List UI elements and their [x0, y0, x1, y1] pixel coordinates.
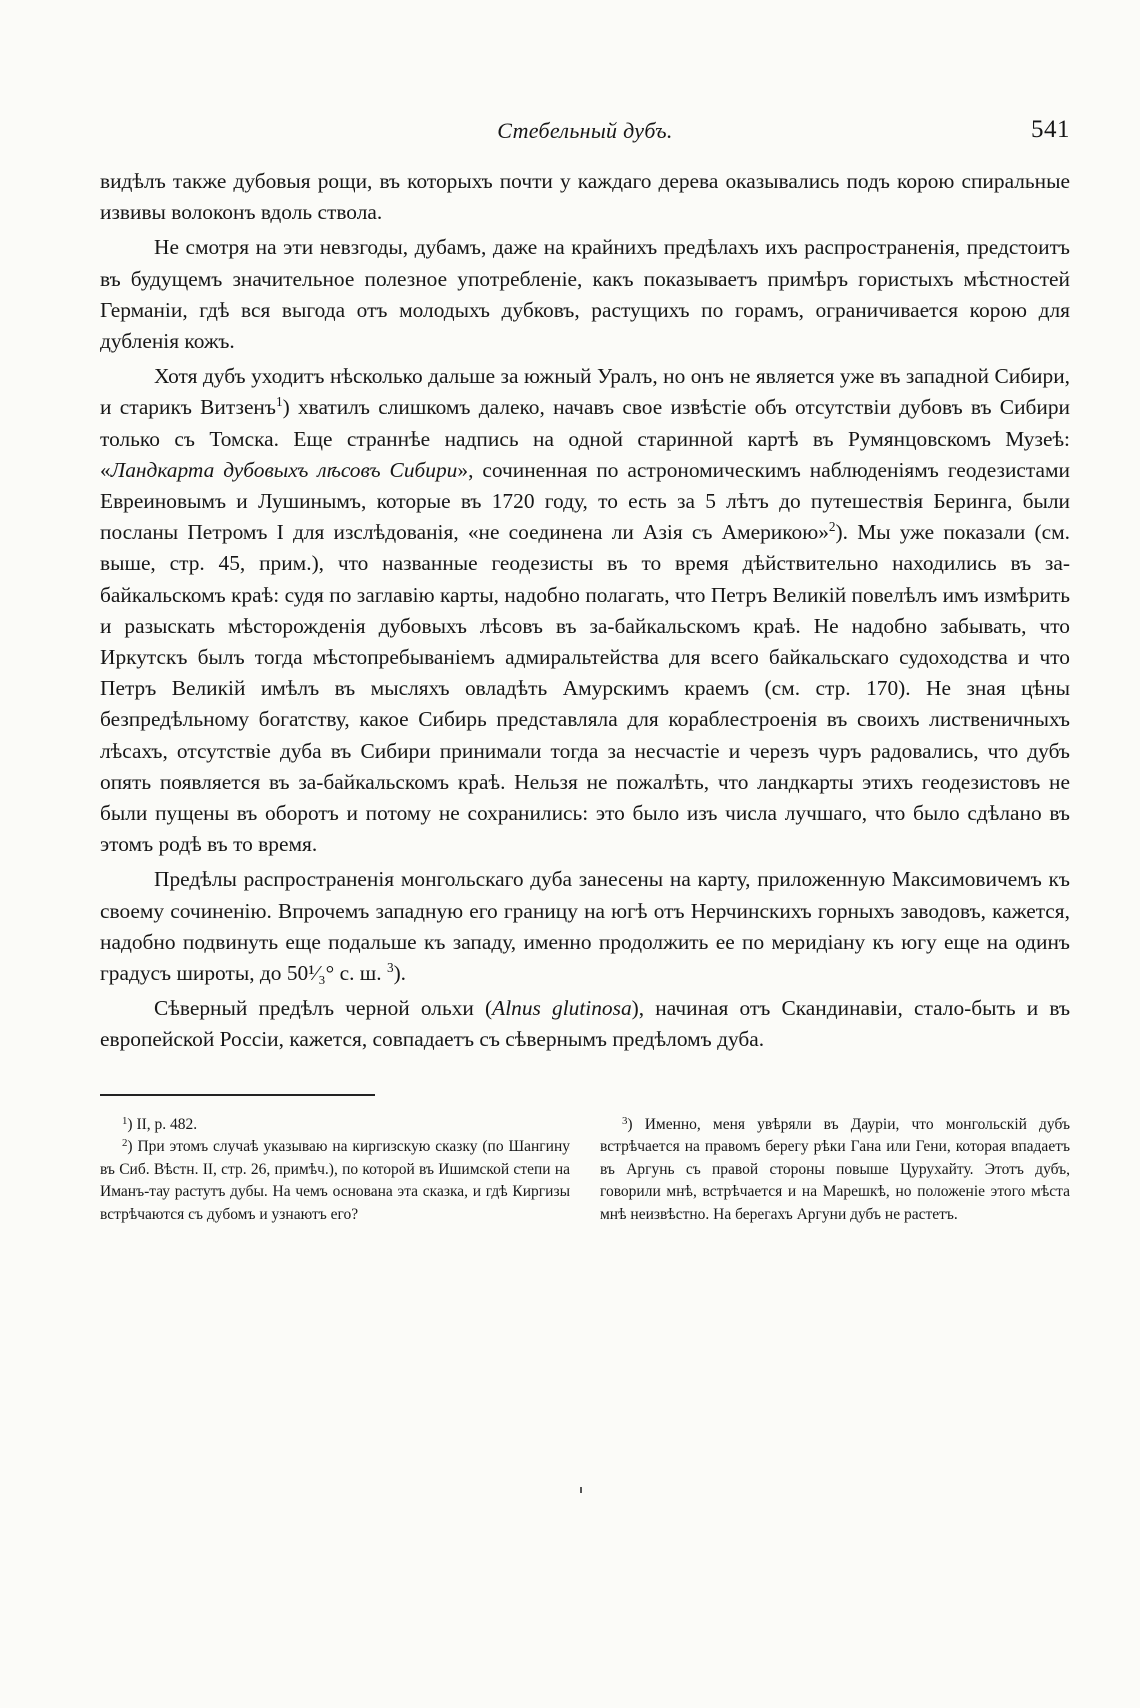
- paragraph-3-text-c: », сочиненная по астрономическимъ наблюденіямъ геодезистами Евреиновымъ и Лушинымъ, которые въ 1720 году, то есть за 5 лѣтъ до путешествія Беринга, были посланы Петромъ I для изслѣдованія, «не соединена ли Азія съ Америкою»: [100, 457, 1070, 545]
- footnotes: [100, 1114, 1070, 1227]
- running-head: [100, 118, 1070, 166]
- print-speck: [580, 1487, 582, 1493]
- paragraph-3-text-a: Хотя дубъ уходитъ нѣсколько дальше за южный Уралъ, но онъ не является уже въ западной Сибири, и старикъ Витзенъ: [100, 364, 1070, 420]
- footnote-divider: [100, 1094, 375, 1096]
- footnote-1-text: ) II, р. 482.: [127, 1115, 198, 1133]
- paragraph-5: [100, 993, 1070, 1055]
- footnotes-left-column: [100, 1114, 570, 1227]
- latin-species-name: Alnus glutinosa: [492, 996, 632, 1021]
- paragraph-4-text-a: Предѣлы распространенія монгольскаго дуба занесены на карту, приложенную Максимовичемъ къ своему сочиненію. Впрочемъ западную его границу на югѣ отъ Нерчинскихъ горныхъ заводовъ, кажется, надобно подвинуть еще подальше къ западу, именно продолжить ее по меридіану къ югу еще на одинъ градусъ широты, до 50: [100, 867, 1070, 986]
- paragraph-3-text-b: ) хватилъ слишкомъ далеко, начавъ свое извѣстіе объ отсутствіи дубовъ въ Сибири только съ Томска. Еще страннѣе надпись на одной старинной картѣ въ Румянцовскомъ Музеѣ: «: [100, 395, 1070, 482]
- footnote-ref-1: 1: [275, 394, 283, 410]
- paragraph-2: Не смотря на эти невзгоды, дубамъ, даже на крайнихъ предѣлахъ ихъ распространенія, предстоитъ въ будущемъ значительное полезное употребленіе, какъ показываетъ примѣръ гористыхъ мѣстностей Германіи, гдѣ вся выгода отъ молодыхъ дубковъ, растущихъ по горамъ, ограничивается корою для дубленія кожъ.: [100, 235, 1070, 354]
- paragraph-4: [100, 864, 1070, 989]
- footnote-2-mark: 2: [122, 1137, 128, 1150]
- footnote-ref-2: 2: [828, 519, 836, 535]
- paragraph-4-text-b: ° с. ш.: [325, 961, 387, 986]
- footnote-2: [100, 1136, 570, 1226]
- paragraph-1: видѣлъ также дубовыя рощи, въ которыхъ почти у каждаго дерева оказывались подъ корою спиральные извивы волоконъ вдоль ствола.: [100, 169, 1070, 225]
- latitude-fraction: ¹⁄₃: [308, 961, 326, 986]
- footnote-3: [600, 1114, 1070, 1227]
- footnote-ref-3: 3: [386, 960, 394, 976]
- paragraph-3: [100, 361, 1070, 860]
- body-text: [100, 166, 1070, 1056]
- paragraph-5-text-b: ), начиная отъ Скандинавіи, стало-быть и въ европейской Россіи, кажется, совпадаетъ съ сѣвернымъ предѣломъ дуба.: [100, 996, 1071, 1052]
- footnotes-right-column: [600, 1114, 1070, 1227]
- page-number: 541: [1031, 116, 1070, 143]
- map-title-italic: Ландкарта дубовыхъ лѣсовъ Сибири: [110, 457, 458, 482]
- footnote-3-mark: 3: [622, 1114, 628, 1127]
- running-title: Стебельный дубъ.: [497, 118, 673, 143]
- footnote-2-text: ) При этомъ случаѣ указываю на киргизскую сказку (по Шангину въ Сиб. Вѣстн. II, стр. 26, примѣч.), по которой въ Ишимской степи на Иманъ-тау растутъ дубы. На чемъ основана эта сказка, и гдѣ Киргизы встрѣчаются съ дубомъ и узнаютъ его?: [100, 1138, 570, 1224]
- book-page: [100, 118, 1070, 1227]
- paragraph-3-text-d: ). Мы уже показали (см. выше, стр. 45, прим.), что названные геодезисты въ то время дѣйствительно находились въ за-байкальскомъ краѣ: судя по заглавію карты, надобно полагать, что Петръ Великій повелѣлъ имъ измѣрить и разыскать мѣсторожденія дубовыхъ лѣсовъ въ за-байкальскомъ краѣ. Не надобно забывать, что Иркутскъ былъ тогда мѣстопребываніемъ адмиральтейства для всего байкальскаго судоходства и что Петръ Великій имѣлъ въ мысляхъ овладѣть Амурскимъ краемъ (см. стр. 170). Не зная цѣны безпредѣльному богатству, какое Сибирь представляла для кораблестроенія въ своихъ лиственичныхъ лѣсахъ, отсутствіе дуба въ Сибири принимали тогда за несчастіе и черезъ чуръ радовались, что дубъ опять появляется въ за-байкальскомъ краѣ. Нельзя не пожалѣть, что ландкарты этихъ геодезистовъ не были пущены въ оборотъ и потому не сохранились: это было изъ числа лучшаго, что было сдѣлано въ этомъ родѣ въ то время.: [100, 520, 1070, 857]
- footnote-1-mark: 1: [122, 1114, 128, 1127]
- paragraph-5-text-a: Сѣверный предѣлъ черной ольхи (: [154, 996, 493, 1021]
- footnote-3-text: ) Именно, меня увѣряли въ Дауріи, что монгольскій дубъ встрѣчается на правомъ берегу рѣки Гана или Гени, которая впадаетъ въ Аргунь съ правой стороны повыше Цурухайту. Этотъ дубъ, говорили мнѣ, встрѣчается и на Марешкѣ, но положеніе этого мѣста мнѣ неизвѣстно. На берегахъ Аргуни дубъ не растетъ.: [600, 1115, 1070, 1224]
- footnote-1: [100, 1114, 570, 1137]
- paragraph-4-text-c: ).: [393, 961, 407, 986]
